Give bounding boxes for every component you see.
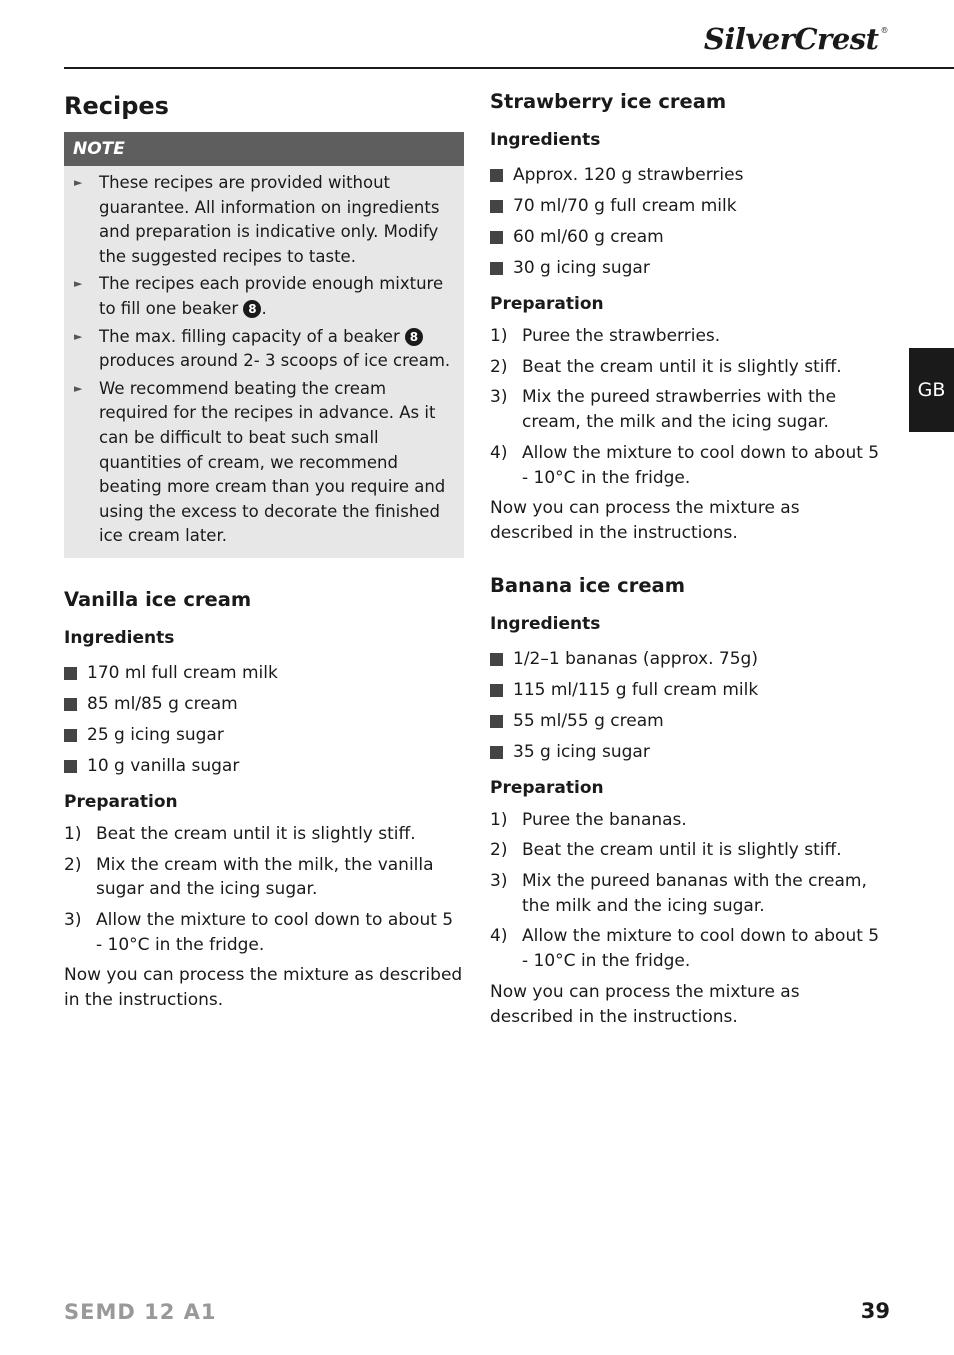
strawberry-preparation-label: Preparation bbox=[490, 294, 604, 314]
bullet-square-icon bbox=[490, 746, 503, 759]
ingredient-item bbox=[490, 644, 885, 675]
step-number: 2) bbox=[490, 840, 508, 861]
step-number: 3) bbox=[490, 871, 508, 892]
step-text: Allow the mixture to cool down to about 5 - 10°C in the fridge. bbox=[522, 442, 880, 488]
registered-mark: ® bbox=[880, 26, 888, 35]
bullet-square-icon bbox=[490, 231, 503, 244]
arrow-icon: ► bbox=[74, 277, 83, 291]
ingredient-item bbox=[490, 737, 885, 768]
step-text: Beat the cream until it is slightly stiff. bbox=[96, 823, 416, 844]
step-number: 1) bbox=[64, 823, 82, 844]
ingredient-text: 85 ml/85 g cream bbox=[87, 693, 238, 714]
step-text: Puree the strawberries. bbox=[522, 326, 721, 346]
note-text: These recipes are provided without guarantee. All information on ingredients and preparation is indicative only. Modify the suggested recipes to taste. bbox=[99, 173, 440, 266]
bullet-square-icon bbox=[490, 684, 503, 697]
note-header: NOTE bbox=[64, 132, 464, 166]
ingredient-text: 30 g icing sugar bbox=[513, 258, 650, 278]
step-item bbox=[490, 869, 885, 918]
step-item bbox=[490, 385, 885, 434]
header-rule bbox=[64, 67, 954, 69]
note-item bbox=[74, 377, 456, 549]
step-item bbox=[490, 355, 885, 380]
step-item bbox=[490, 838, 885, 863]
step-number: 2) bbox=[64, 854, 82, 875]
vanilla-closing: Now you can process the mixture as described in the instructions. bbox=[64, 965, 463, 1011]
note-item bbox=[74, 325, 456, 374]
brand-name: SilverCrest bbox=[703, 22, 879, 56]
ingredient-text: 70 ml/70 g full cream milk bbox=[513, 196, 737, 216]
step-text: Mix the cream with the milk, the vanilla sugar and the icing sugar. bbox=[96, 854, 434, 900]
step-text: Allow the mixture to cool down to about 5 - 10°C in the fridge. bbox=[96, 910, 454, 955]
note-item bbox=[74, 272, 456, 321]
note-item bbox=[74, 171, 456, 269]
step-number: 2) bbox=[490, 356, 508, 377]
ingredient-item bbox=[490, 160, 885, 191]
banana-title: Banana ice cream bbox=[490, 573, 686, 597]
vanilla-ingredients bbox=[64, 658, 464, 782]
ingredient-text: 25 g icing sugar bbox=[87, 724, 224, 745]
language-tab: GB bbox=[909, 348, 954, 432]
note-text-end: produces around 2- 3 scoops of ice cream. bbox=[99, 351, 451, 371]
beaker-reference-badge: 8 bbox=[405, 328, 423, 346]
bullet-square-icon bbox=[490, 200, 503, 213]
banana-closing: Now you can process the mixture as described in the instructions. bbox=[490, 981, 800, 1027]
banana-ingredients-label: Ingredients bbox=[490, 613, 601, 634]
note-text-end: . bbox=[261, 298, 267, 318]
step-text: Beat the cream until it is slightly stiff. bbox=[522, 840, 842, 861]
step-item bbox=[64, 853, 464, 902]
step-text: Mix the pureed strawberries with the cream, the milk and the icing sugar. bbox=[522, 387, 837, 433]
step-item bbox=[490, 924, 885, 973]
vanilla-title: Vanilla ice cream bbox=[64, 587, 252, 611]
ingredient-text: Approx. 120 g strawberries bbox=[513, 165, 744, 185]
page-number: 39 bbox=[860, 1299, 890, 1323]
strawberry-ingredients bbox=[490, 160, 885, 284]
note-text: The max. filling capacity of a beaker bbox=[99, 326, 405, 346]
step-text: Puree the bananas. bbox=[522, 809, 687, 830]
vanilla-ingredients-label: Ingredients bbox=[64, 627, 175, 648]
ingredient-text: 1/2–1 bananas (approx. 75g) bbox=[513, 648, 758, 669]
step-text: Allow the mixture to cool down to about 5 - 10°C in the fridge. bbox=[522, 926, 880, 972]
ingredient-item bbox=[490, 706, 885, 737]
ingredient-item bbox=[64, 689, 464, 720]
ingredient-item bbox=[490, 675, 885, 706]
strawberry-closing: Now you can process the mixture as described in the instructions. bbox=[490, 498, 800, 543]
step-item bbox=[64, 908, 464, 957]
note-list bbox=[64, 166, 464, 558]
ingredient-item bbox=[490, 222, 885, 253]
strawberry-steps bbox=[490, 324, 885, 490]
step-number: 3) bbox=[64, 910, 82, 931]
bullet-square-icon bbox=[490, 262, 503, 275]
arrow-icon: ► bbox=[74, 329, 83, 343]
footer-model: SEMD 12 A1 bbox=[64, 1300, 217, 1324]
banana-preparation-label: Preparation bbox=[490, 777, 604, 798]
ingredient-item bbox=[64, 751, 464, 782]
bullet-square-icon bbox=[64, 729, 77, 742]
note-box bbox=[64, 132, 464, 558]
ingredient-item bbox=[490, 253, 885, 284]
note-text: The recipes each provide enough mixture to fill one beaker bbox=[99, 274, 444, 318]
arrow-icon: ► bbox=[74, 381, 83, 395]
ingredient-item bbox=[64, 720, 464, 751]
vanilla-steps bbox=[64, 822, 464, 958]
ingredient-text: 10 g vanilla sugar bbox=[87, 755, 240, 776]
left-column bbox=[64, 92, 464, 1013]
bullet-square-icon bbox=[490, 653, 503, 666]
step-item bbox=[490, 441, 885, 490]
ingredient-text: 115 ml/115 g full cream milk bbox=[513, 679, 759, 700]
note-text: We recommend beating the cream required for the recipes in advance. As it can be difficult to beat such small quantities of cream, we recommend beating more cream than you require and using the excess to decorate the finished ice cream later. bbox=[99, 378, 446, 546]
banana-ingredients bbox=[490, 644, 885, 768]
strawberry-ingredients-label: Ingredients bbox=[490, 130, 601, 150]
arrow-icon: ► bbox=[74, 176, 83, 189]
strawberry-title: Strawberry ice cream bbox=[490, 90, 727, 113]
banana-steps bbox=[490, 808, 885, 974]
step-number: 3) bbox=[490, 387, 508, 408]
ingredient-text: 60 ml/60 g cream bbox=[513, 227, 664, 247]
step-number: 4) bbox=[490, 926, 508, 947]
bullet-square-icon bbox=[490, 169, 503, 182]
ingredient-text: 35 g icing sugar bbox=[513, 741, 650, 762]
step-number: 4) bbox=[490, 442, 508, 463]
step-item bbox=[490, 324, 885, 349]
ingredient-item bbox=[64, 658, 464, 689]
step-number: 1) bbox=[490, 809, 508, 830]
right-column bbox=[490, 90, 885, 1029]
bullet-square-icon bbox=[64, 667, 77, 680]
step-text: Mix the pureed bananas with the cream, the milk and the icing sugar. bbox=[522, 871, 867, 916]
step-number: 1) bbox=[490, 326, 508, 346]
step-text: Beat the cream until it is slightly stiff. bbox=[522, 356, 842, 377]
ingredient-text: 55 ml/55 g cream bbox=[513, 710, 664, 731]
beaker-reference-badge: 8 bbox=[243, 300, 261, 318]
step-item bbox=[64, 822, 464, 847]
bullet-square-icon bbox=[64, 760, 77, 773]
step-item bbox=[490, 808, 885, 833]
ingredient-item bbox=[490, 191, 885, 222]
ingredient-text: 170 ml full cream milk bbox=[87, 662, 278, 683]
bullet-square-icon bbox=[490, 715, 503, 728]
brand-logo bbox=[704, 22, 888, 56]
page-title: Recipes bbox=[64, 92, 169, 120]
vanilla-preparation-label: Preparation bbox=[64, 791, 178, 812]
bullet-square-icon bbox=[64, 698, 77, 711]
